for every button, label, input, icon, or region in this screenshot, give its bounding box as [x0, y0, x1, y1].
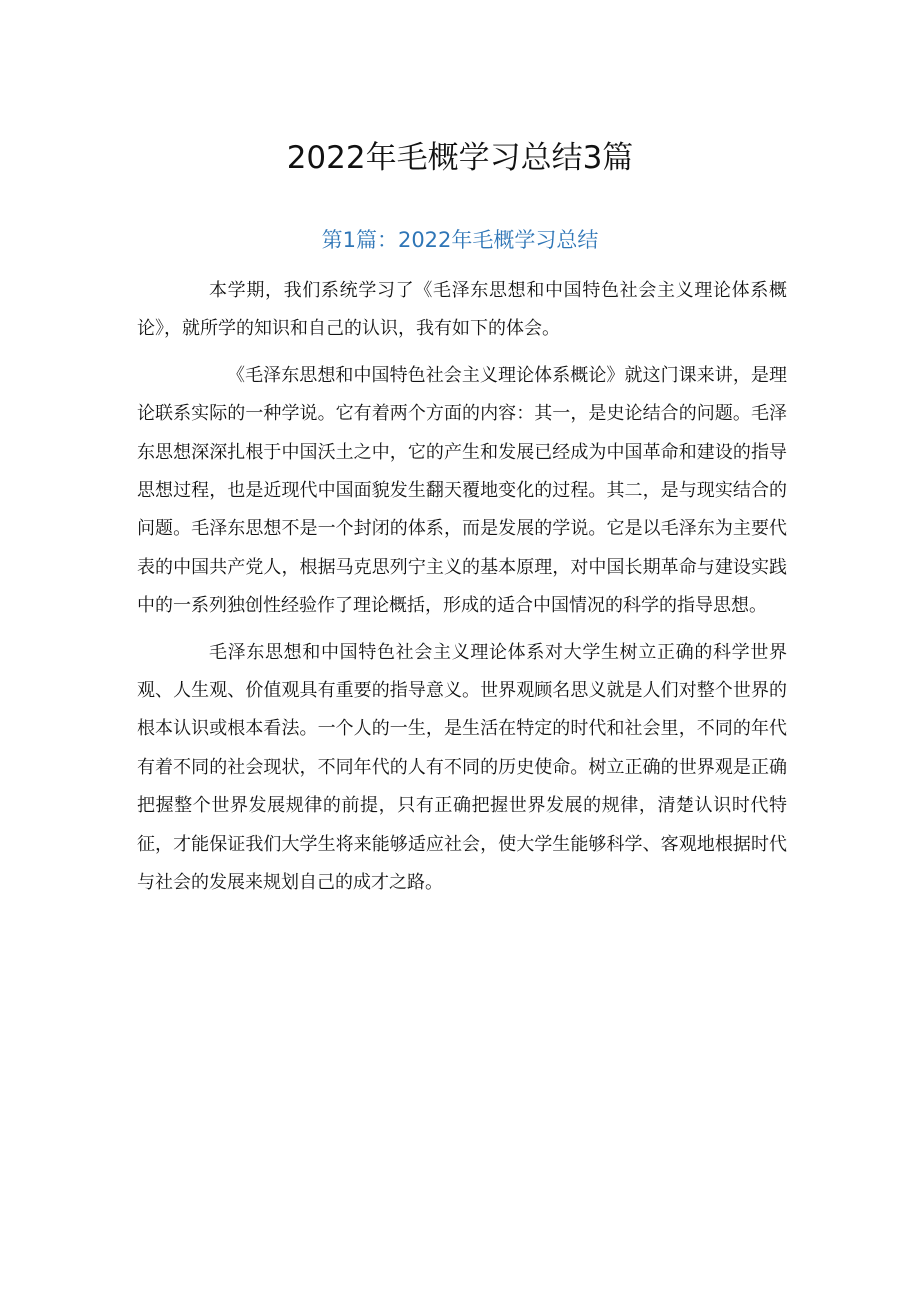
paragraph-2: 《毛泽东思想和中国特色社会主义理论体系概论》就这门课来讲，是理论联系实际的一种学说。它有着两个方面的内容：其一，是史论结合的问题。毛泽东思想深深扎根于中国沃土之中，它的产生和发展已经成为中国革命和建设的指导思想过程，也是近现代中国面貌发生翻天覆地变化的过程。其二，是与现实结合的问题。毛泽东思想不是一个封闭的体系，而是发展的学说。它是以毛泽东为主要代表的中国共产党人，根据马克思列宁主义的基本原理，对中国长期革命与建设实践中的一系列独创性经验作了理论概括，形成的适合中国情况的科学的指导思想。	[137, 364, 787, 617]
document-body	[137, 272, 787, 911]
paragraph-1: 本学期，我们系统学习了《毛泽东思想和中国特色社会主义理论体系概论》，就所学的知识和自己的认识，我有如下的体会。	[137, 280, 787, 340]
document-title: 2022年毛概学习总结3篇	[286, 140, 634, 176]
paragraph-3: 毛泽东思想和中国特色社会主义理论体系对大学生树立正确的科学世界观、人生观、价值观具有重要的指导意义。世界观顾名思义就是人们对整个世界的根本认识或根本看法。一个人的一生，是生活在特定的时代和社会里，不同的年代有着不同的社会现状，不同年代的人有不同的历史使命。树立正确的世界观是正确把握整个世界发展规律的前提，只有正确把握世界发展的规律，清楚认识时代特征，才能保证我们大学生将来能够适应社会，使大学生能够科学、客观地根据时代与社会的发展来规划自己的成才之路。	[137, 641, 787, 894]
section-heading: 第1篇：2022年毛概学习总结	[321, 228, 599, 252]
